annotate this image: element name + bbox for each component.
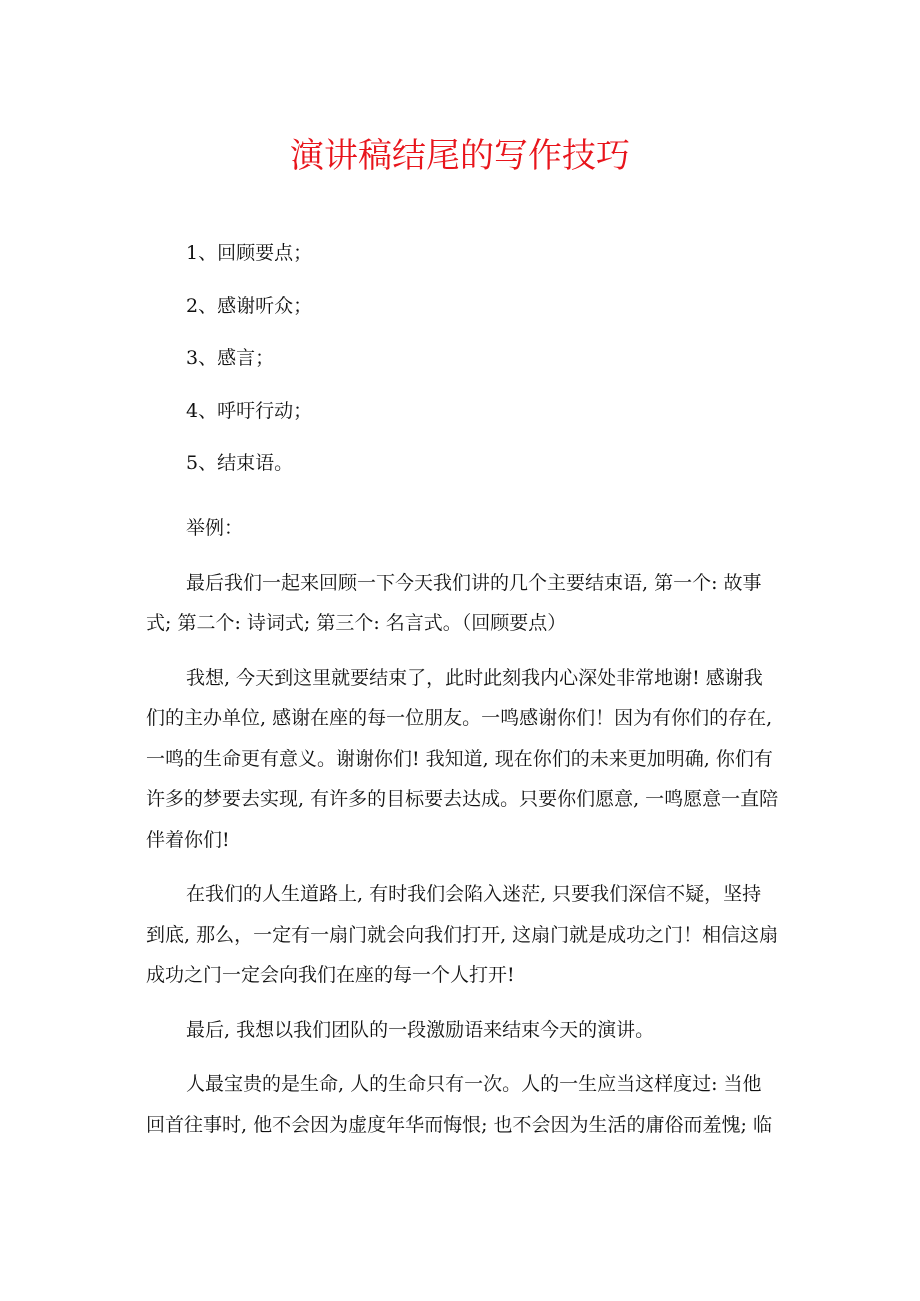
document-title: 演讲稿结尾的写作技巧 [290,136,630,176]
paragraph-closing [146,1064,798,1145]
paragraph-line: 最后我们一起来回顾一下今天我们讲的几个主要结束语, 第一个: 故事 [186,571,762,594]
paragraph-line: 到底, 那么，一定有一扇门就会向我们打开, 这扇门就是成功之门！相信这扇 [146,923,779,946]
paragraph-line: 式; 第二个: 诗词式; 第三个: 名言式。（回顾要点） [146,612,567,634]
paragraph-line: 最后, 我想以我们团队的一段激励语来结束今天的演讲。 [186,1018,655,1041]
document-body [146,508,798,1159]
paragraph-line: 一鸣的生命更有意义。谢谢你们! 我知道, 现在你们的未来更加明确, 你们有 [146,747,773,770]
paragraph-review [146,563,798,644]
paragraph-line: 我想, 今天到这里就要结束了，此时此刻我内心深处非常地谢! 感谢我 [186,666,763,689]
paragraph-call-to-action [146,1010,798,1051]
paragraph-line: 伴着你们! [146,828,230,851]
paragraph-line: 回首往事时, 他不会因为虚度年华而悔恨; 也不会因为生活的庸俗而羞愧; 临 [146,1113,772,1136]
paragraph-line: 人最宝贵的是生命, 人的生命只有一次。人的一生应当这样度过: 当他 [186,1073,762,1095]
example-label: 举例： [186,517,244,539]
key-point-item: 2、感谢听众； [186,294,313,317]
key-point-item: 3、感言； [186,347,275,369]
paragraph-line: 许多的梦要去实现, 有许多的目标要去达成。只要你们愿意, 一鸣愿意一直陪 [146,788,779,810]
key-point-item: 4、呼吁行动； [186,399,313,422]
paragraph-line: 们的主办单位, 感谢在座的每一位朋友。一鸣感谢你们！因为有你们的存在, [146,707,773,729]
key-points-list [186,236,312,499]
paragraph-line: 在我们的人生道路上, 有时我们会陷入迷茫, 只要我们深信不疑，坚持 [186,883,762,905]
key-point-item: 1、回顾要点； [186,242,313,264]
paragraph-sentiment [146,874,798,996]
paragraph-thanks [146,658,798,861]
paragraph-line: 成功之门一定会向我们在座的每一个人打开! [146,964,515,986]
key-point-item: 5、结束语。 [186,452,294,474]
